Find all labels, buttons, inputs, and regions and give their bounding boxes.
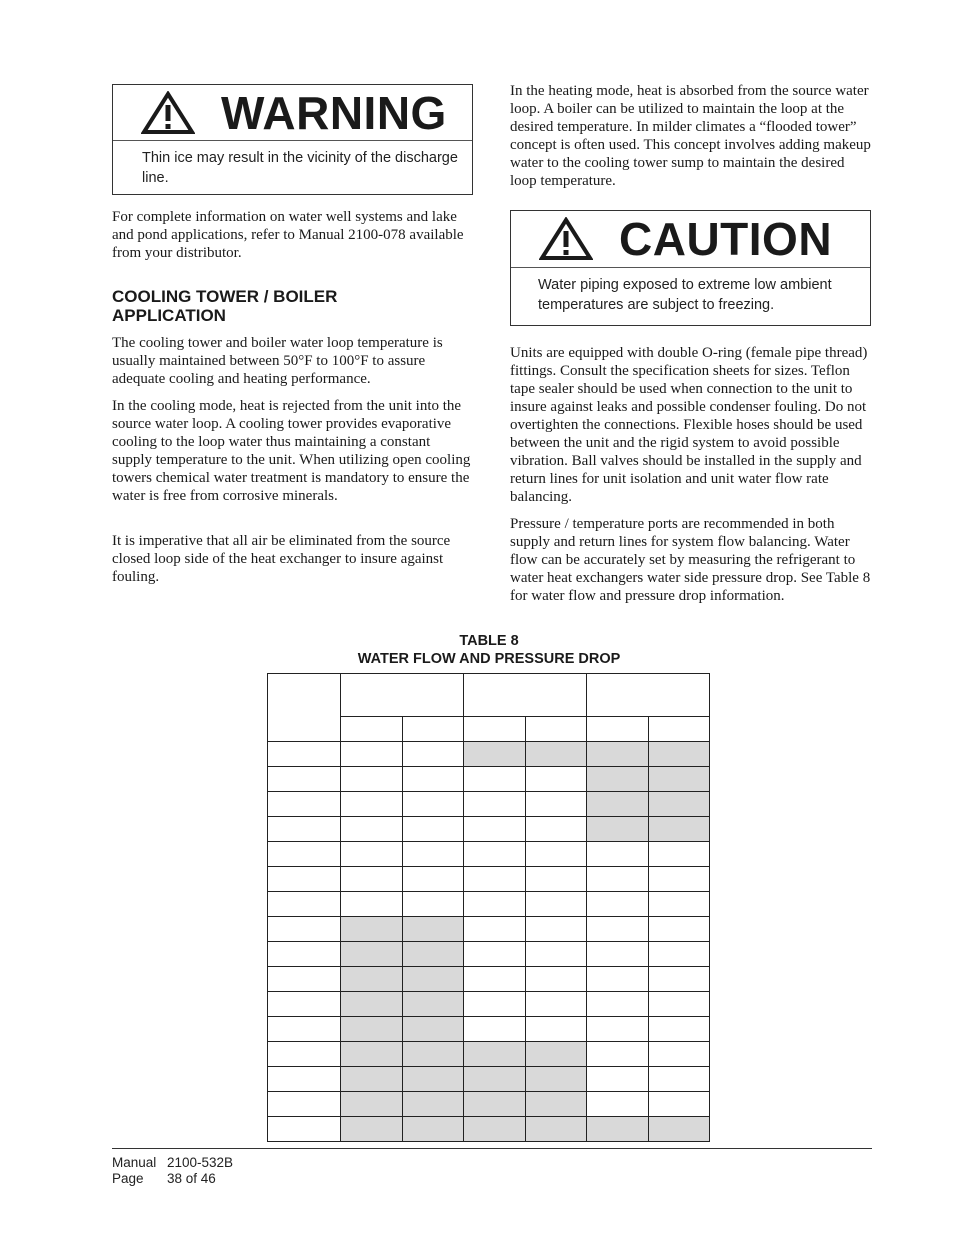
caution-box [510,210,871,326]
table-cell [268,842,341,867]
table-cell [341,817,403,842]
table-cell [587,917,649,942]
table-cell-shaded [649,817,710,842]
table-cell [268,1017,341,1042]
table-cell [587,1067,649,1092]
header-cell [268,674,341,742]
table-cell [403,742,464,767]
table-cell [649,1092,710,1117]
table-cell-shaded [587,817,649,842]
table-cell-shaded [403,1017,464,1042]
table-cell [464,842,526,867]
table-cell [649,917,710,942]
table-cell [649,967,710,992]
table-cell [403,767,464,792]
table-row [268,942,710,967]
table-cell-shaded [403,992,464,1017]
table-cell [587,992,649,1017]
subheader-cell [464,717,526,742]
table-cell-shaded [464,1117,526,1142]
table-row [268,892,710,917]
table-cell [649,867,710,892]
table-title: WATER FLOW AND PRESSURE DROP [357,651,621,667]
table-cell-shaded [341,1042,403,1067]
table-cell-shaded [464,1067,526,1092]
table-cell [587,1092,649,1117]
table-cell-shaded [649,767,710,792]
subheader-cell [341,717,403,742]
table-cell [268,967,341,992]
water-flow-table [267,673,710,1142]
table-cell [649,1042,710,1067]
table-cell [464,1017,526,1042]
warning-triangle-icon [141,91,195,135]
table-cell [464,917,526,942]
warning-box [112,84,473,195]
section-heading-cooling-tower: COOLING TOWER / BOILER APPLICATION [112,287,338,325]
table-cell-shaded [341,917,403,942]
table-row [268,767,710,792]
table-cell-shaded [526,1042,587,1067]
table-cell-shaded [649,1117,710,1142]
table-cell [649,892,710,917]
header-cell [587,674,710,717]
table-cell [403,842,464,867]
table-label: TABLE 8 [459,633,519,649]
table-cell [464,817,526,842]
water-flow-table-body [268,674,710,1142]
table-cell [341,742,403,767]
header-cell [464,674,587,717]
table-cell-shaded [403,967,464,992]
subheader-cell [526,717,587,742]
table-cell [403,892,464,917]
table-cell [649,992,710,1017]
table-cell [526,967,587,992]
table-row [268,917,710,942]
header-cell [341,674,464,717]
footer-page-number: 38 of 46 [167,1171,216,1186]
table-cell-shaded [341,1017,403,1042]
table-cell-shaded [341,992,403,1017]
table-row [268,1117,710,1142]
table-cell [587,867,649,892]
table-cell [268,1067,341,1092]
table-cell [341,767,403,792]
table-cell-shaded [587,1117,649,1142]
footer-manual-number: 2100-532B [167,1155,234,1170]
table-cell [526,917,587,942]
table-cell [526,1017,587,1042]
table-cell [526,817,587,842]
table-cell [587,842,649,867]
caution-text: Water piping exposed to extreme low ambient temperatures are subject to freezing. [538,277,832,313]
footer-divider [112,1148,872,1149]
table-cell [526,867,587,892]
table-cell [268,1042,341,1067]
table-cell-shaded [587,742,649,767]
footer-page-label: Page [112,1171,144,1186]
table-cell [341,867,403,892]
table-cell-shaded [587,767,649,792]
table-cell [464,942,526,967]
table-cell-shaded [587,792,649,817]
table-cell [649,1067,710,1092]
table-cell [268,817,341,842]
table-cell [464,992,526,1017]
table-cell [526,767,587,792]
warning-text: Thin ice may result in the vicinity of the discharge line. [142,150,458,186]
table-row [268,1092,710,1117]
table-row [268,1042,710,1067]
table-row [268,1067,710,1092]
table-cell-shaded [464,1042,526,1067]
table-cell [526,992,587,1017]
table-cell-shaded [341,1067,403,1092]
table-cell-shaded [649,792,710,817]
table-cell [587,892,649,917]
well-systems-paragraph: For complete information on water well systems and lake and pond applications, refer to Manual 2100-078 available from your distributor. [112,209,464,261]
table-cell [403,792,464,817]
table-cell-shaded [403,917,464,942]
table-cell-shaded [403,942,464,967]
caution-triangle-icon [539,217,593,261]
table-cell [268,767,341,792]
table-cell [341,792,403,817]
heating-mode-paragraph: In the heating mode, heat is absorbed from the source water loop. A boiler can be utilized to maintain the loop at the desired temperature. In milder climates a “flooded tower” concept is often used. This concept involves adding makeup water to the cooling tower sump to maintain the desired loop temperature. [510,83,871,189]
table-row [268,867,710,892]
warning-title: WARNING [221,86,447,139]
table-cell [464,767,526,792]
table-cell-shaded [464,742,526,767]
table-cell [464,967,526,992]
cooling-mode-paragraph: In the cooling mode, heat is rejected from the unit into the source water loop. A cooling tower provides evaporative cooling to the loop water thus maintaining a constant supply temperature to the unit. When utilizing open cooling towers chemical water treatment is mandatory to ensure the water is free from corrosive minerals. [112,398,471,504]
table-cell-shaded [526,742,587,767]
table-cell-shaded [403,1117,464,1142]
footer-manual [112,1154,233,1171]
table-cell [268,892,341,917]
warning-header [113,85,472,141]
subheader-cell [403,717,464,742]
table-cell [268,742,341,767]
table-cell [587,1042,649,1067]
table-row [268,1017,710,1042]
fittings-paragraph: Units are equipped with double O-ring (female pipe thread) fittings. Consult the specification sheets for sizes. Teflon tape sealer should be used when connection to the unit to insure against leaks and possible condenser fouling. Do not overtighten the connections. Flexible hoses should be used between the unit and the rigid system to avoid possible vibration. Ball valves should be installed in the supply and return lines for unit isolation and unit water flow rate balancing. [510,345,868,505]
air-elimination-paragraph: It is imperative that all air be eliminated from the source closed loop side of the heat exchanger to insure against fouling. [112,533,451,585]
table-cell [268,992,341,1017]
table-cell [464,892,526,917]
table-row [268,792,710,817]
table-cell [341,892,403,917]
table-row [268,967,710,992]
table-cell-shaded [341,1117,403,1142]
table-cell-shaded [526,1092,587,1117]
table-cell-shaded [526,1067,587,1092]
table-cell [649,842,710,867]
table-cell [587,967,649,992]
footer-manual-label: Manual [112,1155,157,1170]
table-cell-shaded [649,742,710,767]
table-cell [268,867,341,892]
table-cell [526,842,587,867]
subheader-cell [649,717,710,742]
table-cell [526,792,587,817]
table-cell [268,917,341,942]
table-row [268,992,710,1017]
table-cell [649,942,710,967]
table-cell-shaded [341,967,403,992]
table-cell [526,942,587,967]
table-cell-shaded [403,1042,464,1067]
table-cell-shaded [341,1092,403,1117]
table-cell [268,792,341,817]
table-cell [587,1017,649,1042]
caution-header [511,211,870,268]
loop-temperature-paragraph: The cooling tower and boiler water loop temperature is usually maintained between 50°F to 100°F to assure adequate cooling and heating performance. [112,335,443,387]
table-cell [341,842,403,867]
table-cell [649,1017,710,1042]
table-cell [403,867,464,892]
caution-title: CAUTION [619,213,833,265]
table-cell [526,892,587,917]
table-cell-shaded [403,1067,464,1092]
subheader-cell [587,717,649,742]
pressure-ports-paragraph: Pressure / temperature ports are recommended in both supply and return lines for system flow balancing. Water flow can be accurately set by measuring the refrigerant to water heat exchangers water side pressure drop. See Table 8 for water flow and pressure drop information. [510,516,871,604]
table-cell [587,942,649,967]
table-header-row [268,674,710,717]
table-row [268,817,710,842]
table-cell [268,942,341,967]
table-cell [464,867,526,892]
footer-page [112,1170,216,1187]
table-cell-shaded [464,1092,526,1117]
table-cell [464,792,526,817]
table-row [268,842,710,867]
table-cell-shaded [341,942,403,967]
table-row [268,742,710,767]
table-cell [268,1117,341,1142]
table-cell-shaded [403,1092,464,1117]
table-cell-shaded [526,1117,587,1142]
table-cell [403,817,464,842]
table-cell [268,1092,341,1117]
